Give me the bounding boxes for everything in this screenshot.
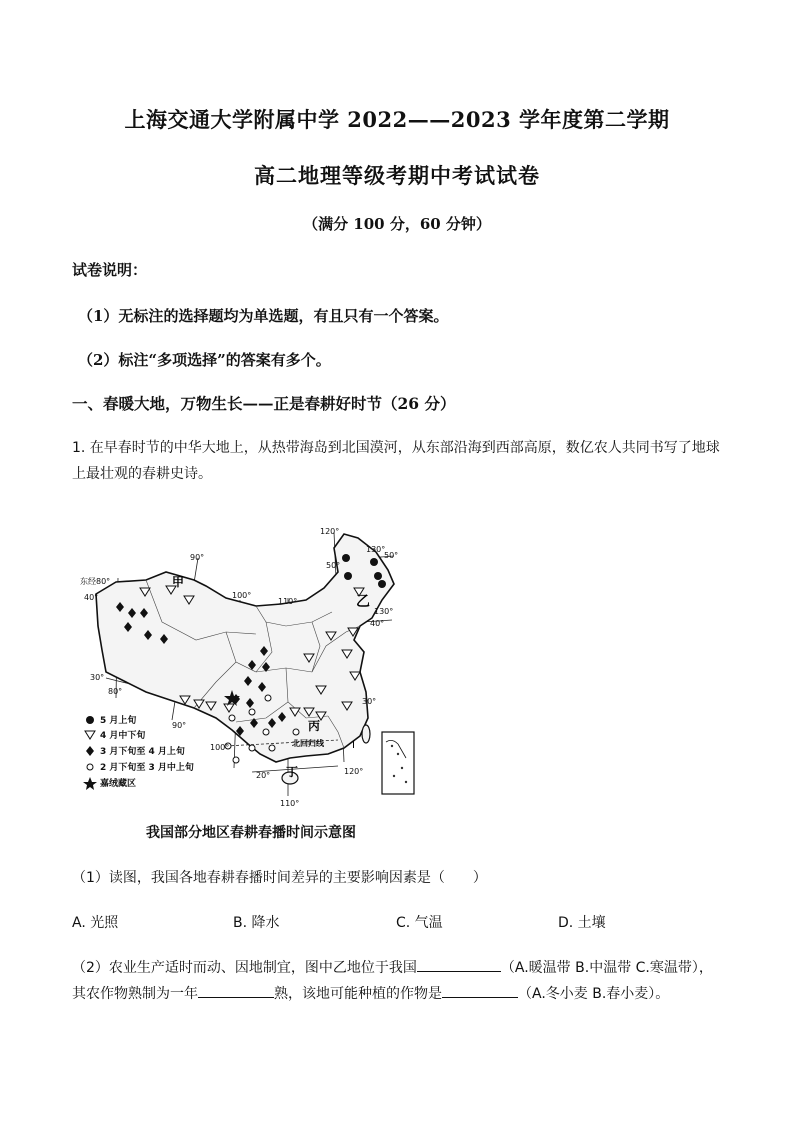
label-lon-120-b: 120°: [344, 767, 364, 776]
label-lon-80: 80°: [108, 687, 123, 696]
label-roman-one: I: [352, 740, 355, 751]
q2-text-5: （A.冬小麦 B.春小麦）。: [518, 985, 670, 1002]
instruction-note-2: （2）标注“多项选择”的答案有多个。: [78, 351, 331, 369]
section-heading: 一、春暖大地，万物生长——正是春耕好时节（26 分）: [72, 394, 456, 413]
answer-blank-crop[interactable]: [442, 983, 518, 998]
label-lon-110-b: 110°: [280, 799, 300, 808]
map-figure: [76, 522, 426, 812]
label-yi: 乙: [356, 594, 370, 610]
label-lon-100-b: 100°: [210, 743, 230, 752]
label-lon-120: 120°: [320, 527, 340, 536]
label-lon-100: 100°: [232, 591, 252, 600]
label-bing: 丙: [308, 719, 321, 733]
label-lat-40: 40°: [84, 593, 99, 602]
label-lat-20: 20°: [256, 771, 271, 780]
question-1-1: （1）读图，我国各地春耕春播时间差异的主要影响因素是（ ）: [72, 870, 487, 886]
option-c[interactable]: C. 气温: [396, 915, 443, 931]
label-lat-50: 50°: [326, 561, 341, 570]
answer-blank-zone[interactable]: [417, 957, 501, 972]
exam-score-time: （满分 100 分，60 分钟）: [303, 215, 491, 233]
label-east-80: 东经80°: [80, 577, 111, 586]
label-lon-110: 110°: [278, 597, 298, 606]
option-b[interactable]: B. 降水: [233, 915, 280, 931]
question-1-2: [72, 956, 732, 1008]
q2-text-1: （2）农业生产适时而动、因地制宜，图中乙地位于我国: [72, 960, 417, 976]
china-outline: [96, 534, 394, 762]
q2-text-4: 熟，该地可能种植的作物是: [274, 985, 442, 1002]
q2-text-2: （A.暖温带 B.中温带 C.寒温带），: [500, 960, 713, 976]
taiwan-island: [362, 725, 370, 743]
legend-late-feb-mid-march: 2 月下旬至 3 月中上旬: [100, 763, 194, 773]
label-lat-30: 30°: [90, 673, 105, 682]
label-lon-90-b: 90°: [172, 721, 187, 730]
instruction-note-1: （1）无标注的选择题均为单选题，有且只有一个答案。: [78, 307, 449, 325]
china-spring-planting-map: [76, 522, 426, 812]
legend-early-may: 5 月上旬: [100, 716, 137, 726]
label-lat-50-right: 50°: [384, 551, 399, 560]
map-caption: 我国部分地区春耕春播时间示意图: [146, 825, 356, 841]
legend-jiarong-star: 嘉绒藏区: [100, 779, 137, 789]
label-lat-30-right: 30°: [362, 697, 377, 706]
label-ding: 丁: [286, 765, 299, 779]
label-lon-130-b: 130°: [374, 607, 394, 616]
exam-title-line2: 高二地理等级考期中考试试卷: [254, 163, 540, 188]
legend-late-march-early-april: 3 月下旬至 4 月上旬: [100, 747, 185, 757]
q2-text-3: 其农作物熟制为一年: [72, 985, 198, 1002]
question-1-intro: 1. 在早春时节的中华大地上，从热带海岛到北国漠河，从东部沿海到西部高原，数亿农人共同书写了地球上最壮观的春耕史诗。: [72, 440, 720, 482]
label-lon-130: 130°: [366, 545, 386, 554]
label-lon-90: 90°: [190, 553, 205, 562]
option-d[interactable]: D. 土壤: [558, 915, 606, 931]
legend-mid-late-april: 4 月中下旬: [100, 731, 146, 741]
label-jia: 甲: [172, 575, 185, 589]
label-lat-40-right: 40°: [370, 619, 385, 628]
exam-title-line1: 上海交通大学附属中学 2022——2023 学年度第二学期: [124, 107, 670, 132]
answer-blank-cropping[interactable]: [198, 983, 274, 998]
instructions-label: 试卷说明：: [72, 261, 148, 279]
label-tropic: 北回归线: [292, 739, 324, 748]
option-a[interactable]: A. 光照: [72, 915, 119, 931]
